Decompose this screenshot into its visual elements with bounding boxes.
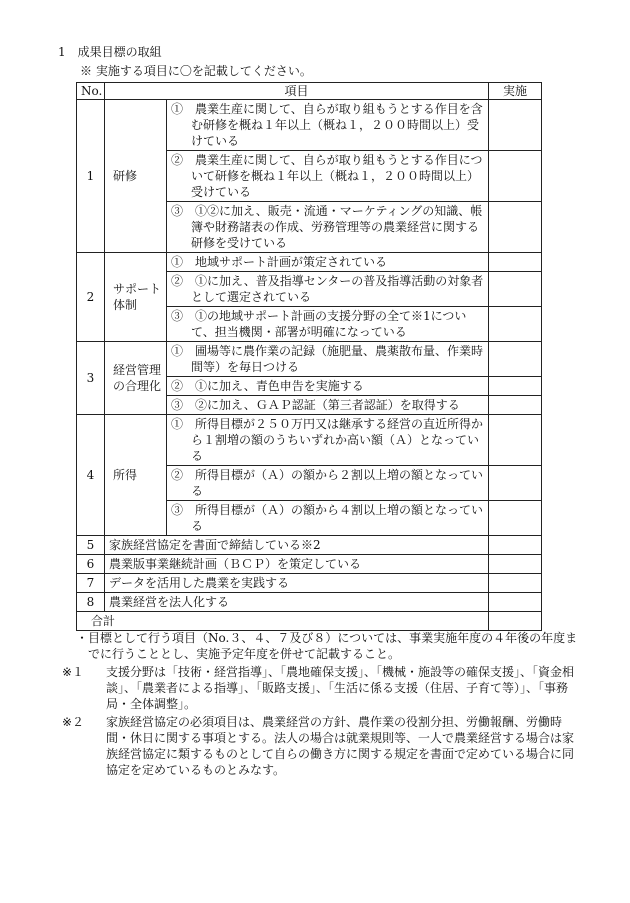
- table-row: [77, 100, 542, 151]
- table-row: [77, 593, 542, 612]
- table-row: [77, 342, 542, 377]
- row-number: 6: [77, 555, 105, 574]
- item-text: ② 所得目標が（Ａ）の額から２割以上増の額となっている: [167, 466, 489, 501]
- footnote-mark: ※２: [62, 715, 85, 729]
- header-no: No.: [77, 83, 105, 100]
- footnote-text: 家族経営協定の必須項目は、農業経営の方針、農作業の役割分担、労働報酬、労働時間・休日に関する事項とする。法人の場合は就業規則等、一人で農業経営する場合は家族経営協定に類するものとして自らの働き方に関する規定を書面で定めている場合に同協定を定めているものとみなす。: [106, 715, 575, 777]
- total-cell[interactable]: [489, 612, 542, 631]
- done-cell[interactable]: [489, 253, 542, 272]
- footnote-2: [62, 714, 582, 778]
- row-number: 2: [77, 253, 105, 342]
- done-cell[interactable]: [489, 415, 542, 466]
- item-text: ② ①に加え、普及指導センターの普及指導活動の対象者として選定されている: [167, 272, 489, 307]
- item-text: ② ①に加え、青色申告を実施する: [167, 377, 489, 396]
- footnote-bullet: [62, 630, 582, 662]
- done-cell[interactable]: [489, 377, 542, 396]
- instruction-note: ※ 実施する項目に〇を記載してください。: [80, 64, 312, 78]
- footnote-text: 支援分野は「技術・経営指導」、「農地確保支援」、「機械・施設等の確保支援」、「資金相談」、「農業者による指導」、「販路支援」、「生活に係る支援（住居、子育て等）」、「事務局・全体調整」。: [106, 665, 575, 711]
- done-cell[interactable]: [489, 466, 542, 501]
- section-heading: 1 成果目標の取組: [58, 45, 162, 59]
- item-text: ② 農業生産に関して、自らが取り組もうとする作目について研修を概ね１年以上（概ね１，２００時間以上）受けている: [167, 151, 489, 202]
- item-text: ③ ①②に加え、販売・流通・マーケティングの知識、帳簿や財務諸表の作成、労務管理等の農業経営に関する研修を受けている: [167, 202, 489, 253]
- footnote-1: [62, 664, 582, 712]
- done-cell[interactable]: [489, 536, 542, 555]
- done-cell[interactable]: [489, 593, 542, 612]
- row-number: 1: [77, 100, 105, 253]
- total-row: [77, 612, 542, 631]
- done-cell[interactable]: [489, 151, 542, 202]
- done-cell[interactable]: [489, 307, 542, 342]
- item-text: ③ ①の地域サポート計画の支援分野の全て※1について、担当機関・部署が明確になっている: [167, 307, 489, 342]
- goals-table: [76, 82, 542, 631]
- table-header-row: [77, 83, 542, 100]
- table-row: [77, 253, 542, 272]
- row-number: 3: [77, 342, 105, 415]
- row-number: 4: [77, 415, 105, 536]
- item-text: 農業版事業継続計画（ＢＣＰ）を策定している: [105, 555, 489, 574]
- done-cell[interactable]: [489, 574, 542, 593]
- category-label: 研修: [105, 100, 167, 253]
- category-label: 所得: [105, 415, 167, 536]
- table-row: [77, 555, 542, 574]
- total-label: 合計: [77, 612, 489, 631]
- done-cell[interactable]: [489, 396, 542, 415]
- bullet-mark: ・: [76, 631, 89, 645]
- item-text: ③ 所得目標が（Ａ）の額から４割以上増の額となっている: [167, 501, 489, 536]
- footnotes: [62, 630, 582, 780]
- category-label: 経営管理の合理化: [105, 342, 167, 415]
- footnote-text: 目標として行う項目（No.３、４、７及び８）については、事業実施年度の４年後の年度までに行うこととし、実施予定年度を併せて記載すること。: [88, 631, 578, 661]
- item-text: ① 圃場等に農作業の記録（施肥量、農薬散布量、作業時間等）を毎日つける: [167, 342, 489, 377]
- item-text: ① 所得目標が２５０万円又は継承する経営の直近所得から１割増の額のうちいずれか高い額（Ａ）となっている: [167, 415, 489, 466]
- table-row: [77, 536, 542, 555]
- footnote-mark: ※１: [62, 665, 85, 679]
- item-text: ① 地域サポート計画が策定されている: [167, 253, 489, 272]
- done-cell[interactable]: [489, 100, 542, 151]
- done-cell[interactable]: [489, 272, 542, 307]
- done-cell[interactable]: [489, 342, 542, 377]
- table-row: [77, 415, 542, 466]
- item-text: 農業経営を法人化する: [105, 593, 489, 612]
- item-text: ① 農業生産に関して、自らが取り組もうとする作目を含む研修を概ね１年以上（概ね１，２００時間以上）受けている: [167, 100, 489, 151]
- done-cell[interactable]: [489, 555, 542, 574]
- item-text: ③ ②に加え、ＧＡＰ認証（第三者認証）を取得する: [167, 396, 489, 415]
- done-cell[interactable]: [489, 202, 542, 253]
- item-text: 家族経営協定を書面で締結している※2: [105, 536, 489, 555]
- header-item: 項目: [105, 83, 489, 100]
- row-number: 5: [77, 536, 105, 555]
- row-number: 8: [77, 593, 105, 612]
- done-cell[interactable]: [489, 501, 542, 536]
- category-label: サポート体制: [105, 253, 167, 342]
- table-row: [77, 574, 542, 593]
- header-done: 実施: [489, 83, 542, 100]
- row-number: 7: [77, 574, 105, 593]
- item-text: データを活用した農業を実践する: [105, 574, 489, 593]
